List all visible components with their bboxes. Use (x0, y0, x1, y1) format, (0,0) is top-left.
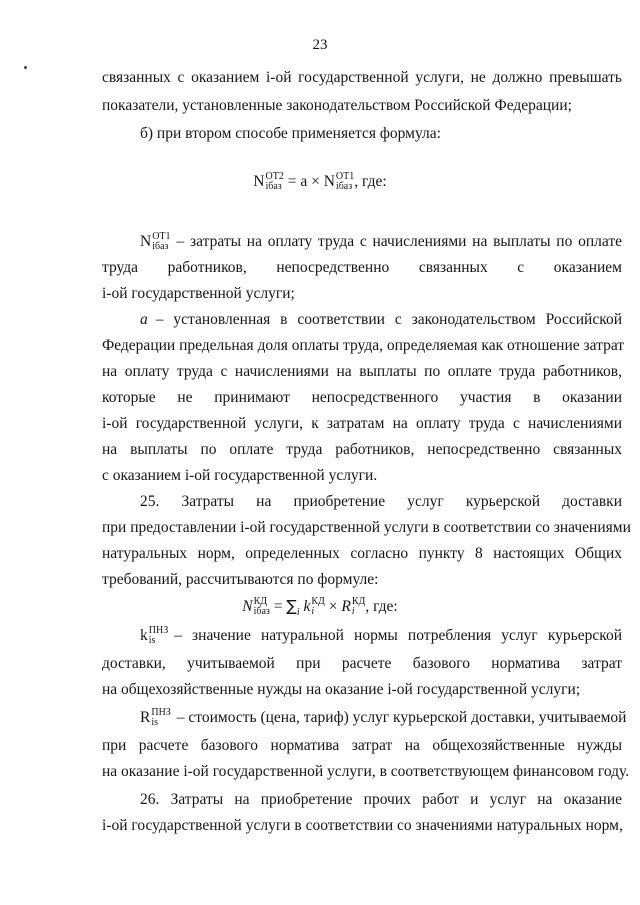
formula-ot2: N ОТ2 iбаз = a × N ОТ1 iбаз , где: (253, 171, 387, 193)
text-line: требований, рассчитываются по формуле: (102, 571, 379, 588)
text-line: натуральных норм, определенных согласно пункту 8 настоящих Общих (102, 545, 622, 562)
definition-not1: N ОТ1 iбаз – затраты на оплату труда с начислениями на выплаты по оплате (140, 231, 622, 252)
text-line: которые не принимают непосредственного участия в оказании (102, 389, 622, 406)
definition-k-pnz: k ПНЗ is – значение натуральной нормы потребления услуг курьерской (140, 625, 622, 646)
text-line: i-ой государственной услуги, к затратам на оплату труда с начислениями (102, 415, 622, 432)
text-line: доставки, учитываемой при расчете базового норматива затрат (102, 655, 622, 672)
definition-r-pnz: R ПНЗ is – стоимость (цена, тариф) услуг курьерской доставки, учитываемой (140, 707, 627, 728)
text-line: показатели, установленные законодательством Российской Федерации; (102, 97, 572, 114)
text-line: 26. Затраты на приобретение прочих работ и услуг на оказание (140, 791, 622, 808)
text-line: i-ой государственной услуги в соответствии со значениями натуральных норм, (102, 817, 623, 834)
text-line: с оказанием i-ой государственной услуги. (102, 467, 378, 484)
text-line: при расчете базового норматива затрат на общехозяйственные нужды (102, 737, 622, 754)
text-line: на оказание i-ой государственной услуги, в соответствующем финансовом году. (102, 763, 630, 780)
text-line: труда работников, непосредственно связанных с оказанием (102, 259, 622, 276)
text-line: Федерации предельная доля оплаты труда, определяемая как отношение затрат (102, 337, 625, 354)
definition-a: a – установленная в соответствии с законодательством Российской (140, 311, 622, 328)
page-number: 23 (312, 37, 328, 53)
text-line: при предоставлении i-ой государственной услуги в соответствии со значениями (102, 519, 631, 536)
formula-kd: N КД iбаз = $\sum_i$ k КД i × R КД i , где: (242, 596, 398, 619)
text-line: 25. Затраты на приобретение услуг курьерской доставки (140, 493, 622, 510)
text-line: на выплаты по оплате труда работников, непосредственно связанных (102, 441, 622, 458)
text-line: i-ой государственной услуги; (102, 285, 295, 302)
text-line: на оплату труда с начислениями на выплаты по оплате труда работников, (102, 363, 622, 380)
scan-dot (24, 66, 27, 69)
text-line: связанных с оказанием i-ой государственной услуги, не должно превышать (102, 69, 622, 86)
text-line: на общехозяйственные нужды на оказание i-ой государственной услуги; (102, 681, 581, 698)
text-line: б) при втором способе применяется формула: (140, 125, 441, 142)
